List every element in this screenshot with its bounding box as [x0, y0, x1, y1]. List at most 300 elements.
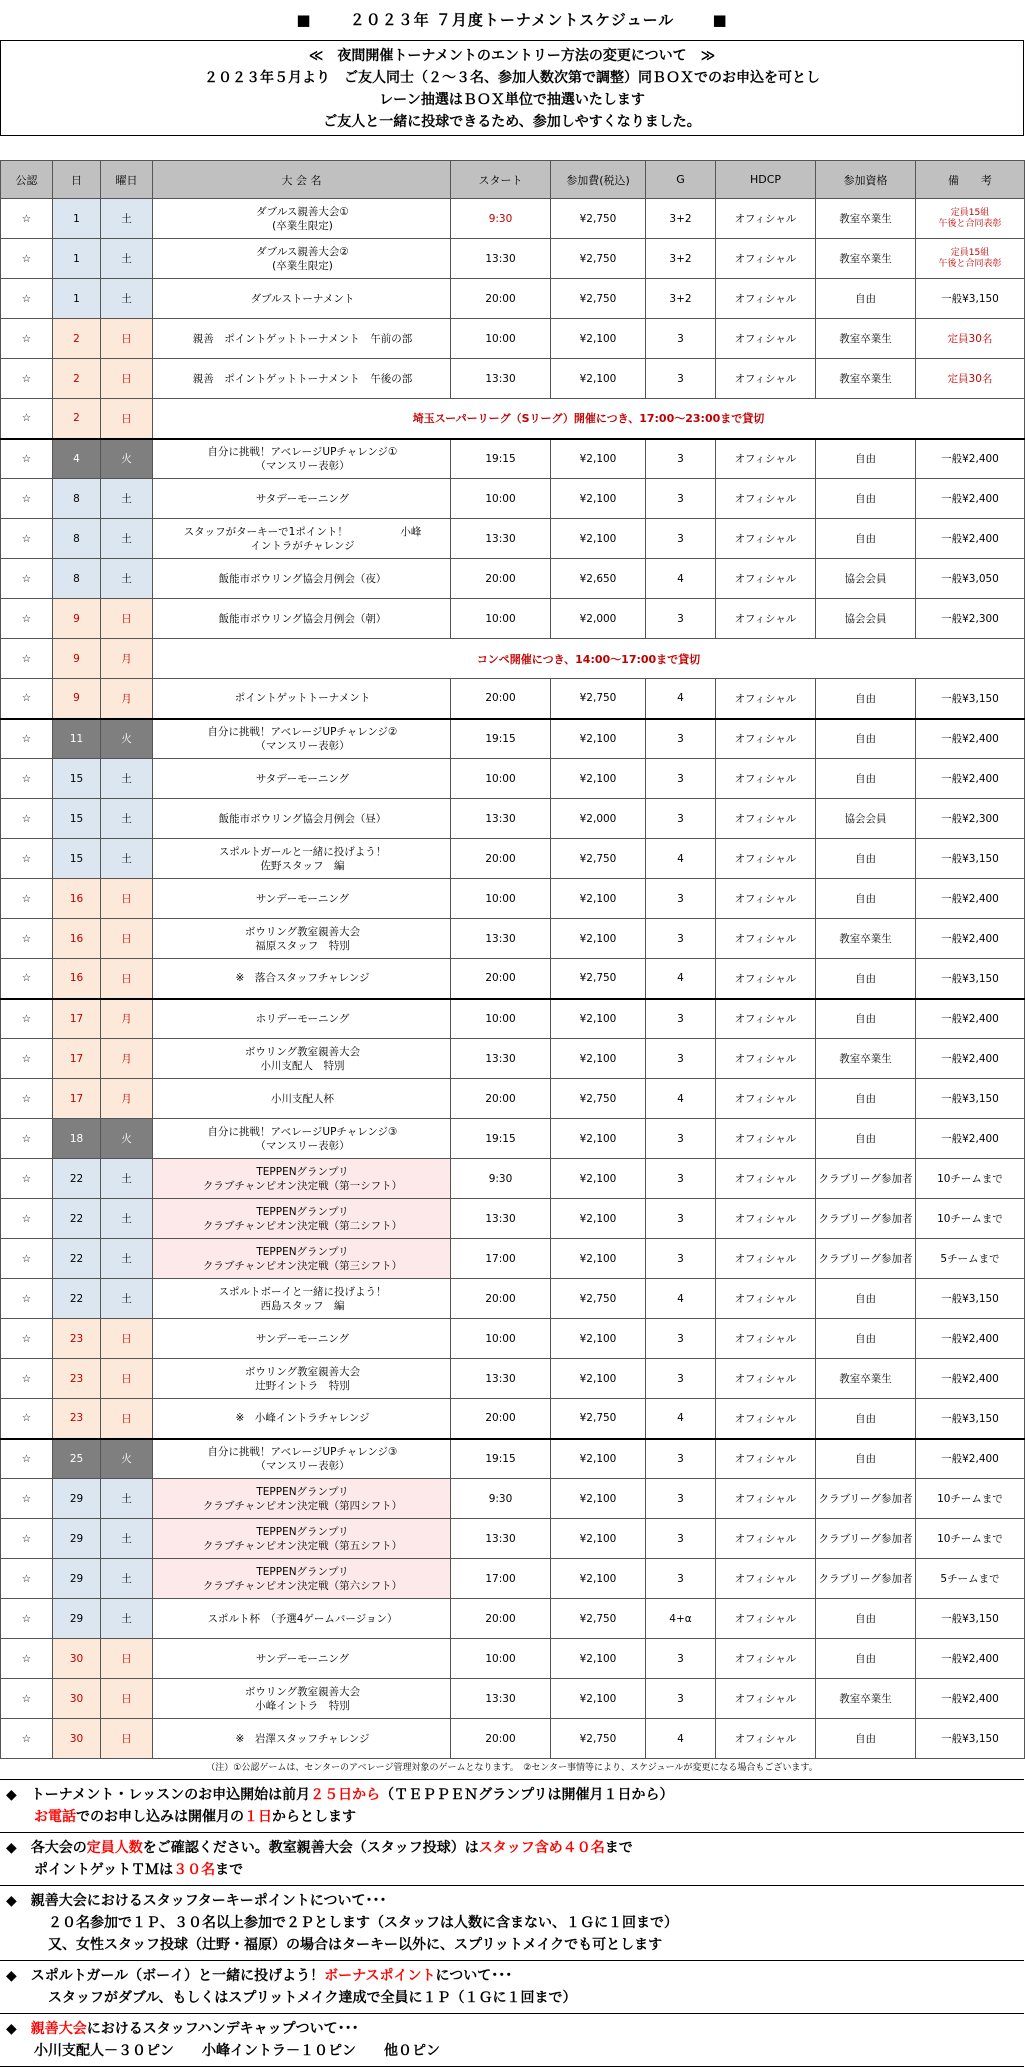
hdcp-cell: オフィシャル [716, 479, 816, 519]
start-time: 13:30 [451, 1359, 551, 1399]
table-row [1, 479, 1025, 519]
remark-cell: 定員15組 午後と合同表彰 [916, 199, 1025, 239]
game-count: 3 [646, 479, 716, 519]
table-row [1, 279, 1025, 319]
table-row [1, 199, 1025, 239]
table-row [1, 1679, 1025, 1719]
table-row [1, 999, 1025, 1039]
game-count: 4 [646, 839, 716, 879]
event-name: TEPPENグランプリ クラブチャンピオン決定戦（第五シフト） [153, 1519, 451, 1559]
game-count: 3+2 [646, 279, 716, 319]
weekday-cell: 土 [101, 839, 153, 879]
entry-fee: ¥2,750 [551, 959, 646, 999]
event-name: 自分に挑戦！アベレージUPチャレンジ① （マンスリー表彰） [153, 439, 451, 479]
remark-cell: 一般¥3,050 [916, 559, 1025, 599]
remark-cell: 一般¥2,400 [916, 759, 1025, 799]
hdcp-cell: オフィシャル [716, 1639, 816, 1679]
official-mark: ☆ [1, 1039, 53, 1079]
official-mark: ☆ [1, 679, 53, 719]
hdcp-cell: オフィシャル [716, 359, 816, 399]
info-item [0, 1780, 1024, 1833]
qualification-cell: 自由 [816, 1079, 916, 1119]
event-name: TEPPENグランプリ クラブチャンピオン決定戦（第四シフト） [153, 1479, 451, 1519]
hdcp-cell: オフィシャル [716, 1479, 816, 1519]
start-time: 20:00 [451, 279, 551, 319]
col-games: G [646, 161, 716, 199]
remark-cell: 一般¥2,400 [916, 1119, 1025, 1159]
day-cell: 8 [53, 479, 101, 519]
table-row [1, 1079, 1025, 1119]
official-mark: ☆ [1, 1159, 53, 1199]
game-count: 3 [646, 359, 716, 399]
info-section [0, 1779, 1024, 2067]
qualification-cell: 自由 [816, 1639, 916, 1679]
start-time: 20:00 [451, 1719, 551, 1759]
info-text: ◆ 各大会の [6, 1840, 87, 1856]
table-row [1, 799, 1025, 839]
table-row [1, 1159, 1025, 1199]
official-mark: ☆ [1, 959, 53, 999]
qualification-cell: 自由 [816, 519, 916, 559]
day-cell: 22 [53, 1279, 101, 1319]
qualification-cell: 自由 [816, 879, 916, 919]
remark-cell: 一般¥2,400 [916, 879, 1025, 919]
qualification-cell: 教室卒業生 [816, 319, 916, 359]
weekday-cell: 土 [101, 199, 153, 239]
day-cell: 4 [53, 439, 101, 479]
info-text: 又、女性スタッフ投球（辻野・福原）の場合はターキー以外に、スプリットメイクでも可とします [6, 1937, 663, 1953]
event-name: 自分に挑戦！アベレージUPチャレンジ③ （マンスリー表彰） [153, 1439, 451, 1479]
hdcp-cell: オフィシャル [716, 1399, 816, 1439]
official-mark: ☆ [1, 1359, 53, 1399]
info-line [6, 1806, 1024, 1828]
table-row [1, 1039, 1025, 1079]
weekday-cell: 土 [101, 1599, 153, 1639]
hdcp-cell: オフィシャル [716, 1559, 816, 1599]
col-remarks: 備 考 [916, 161, 1025, 199]
game-count: 4 [646, 679, 716, 719]
entry-fee: ¥2,750 [551, 679, 646, 719]
weekday-cell: 日 [101, 1719, 153, 1759]
event-name: スポルトガールと一緒に投げよう！ 佐野スタッフ 編 [153, 839, 451, 879]
info-line [6, 1859, 1024, 1881]
start-time: 20:00 [451, 1599, 551, 1639]
info-text: ２０名参加で１Ｐ、３０名以上参加で２Ｐとします（スタッフは人数に含まない、１Ｇに１回まで） [6, 1915, 678, 1931]
event-name: ※ 小峰イントラチャレンジ [153, 1399, 451, 1439]
table-row [1, 1319, 1025, 1359]
hdcp-cell: オフィシャル [716, 759, 816, 799]
hdcp-cell: オフィシャル [716, 839, 816, 879]
event-name: 飯能市ボウリング協会月例会（夜） [153, 559, 451, 599]
day-cell: 8 [53, 519, 101, 559]
day-cell: 29 [53, 1599, 101, 1639]
official-mark: ☆ [1, 319, 53, 359]
hdcp-cell: オフィシャル [716, 439, 816, 479]
weekday-cell: 日 [101, 1359, 153, 1399]
weekday-cell: 火 [101, 1119, 153, 1159]
hdcp-cell: オフィシャル [716, 679, 816, 719]
remark-cell: 10チームまで [916, 1519, 1025, 1559]
footnote: （注）①公認ゲームは、センターのアベレージ管理対象のゲームとなります。 ②センター事情等により、スケジュールが変更になる場合もございます。 [206, 1763, 818, 1773]
hdcp-cell: オフィシャル [716, 519, 816, 559]
info-line [6, 1890, 1024, 1912]
entry-fee: ¥2,100 [551, 999, 646, 1039]
qualification-cell: 自由 [816, 1279, 916, 1319]
table-row [1, 839, 1025, 879]
info-line [6, 1837, 1024, 1859]
qualification-cell: 自由 [816, 479, 916, 519]
remark-cell: 一般¥3,150 [916, 1599, 1025, 1639]
day-cell: 29 [53, 1559, 101, 1599]
info-line [6, 1934, 1024, 1956]
game-count: 3 [646, 919, 716, 959]
day-cell: 11 [53, 719, 101, 759]
qualification-cell: クラブリーグ参加者 [816, 1519, 916, 1559]
day-cell: 18 [53, 1119, 101, 1159]
day-cell: 1 [53, 279, 101, 319]
start-time: 9:30 [451, 199, 551, 239]
event-name: 親善 ポイントゲットトーナメント 午後の部 [153, 359, 451, 399]
weekday-cell: 土 [101, 759, 153, 799]
qualification-cell: 協会会員 [816, 799, 916, 839]
start-time: 13:30 [451, 919, 551, 959]
start-time: 19:15 [451, 1439, 551, 1479]
notice-line: レーン抽選はＢＯＸ単位で抽選いたします [379, 92, 645, 108]
table-row [1, 1519, 1025, 1559]
event-name: ※ 岩澤スタッフチャレンジ [153, 1719, 451, 1759]
day-cell: 23 [53, 1399, 101, 1439]
highlight-text: ３０名 [173, 1862, 216, 1878]
qualification-cell: 自由 [816, 1439, 916, 1479]
remark-cell: 一般¥2,400 [916, 1439, 1025, 1479]
game-count: 3 [646, 1519, 716, 1559]
hdcp-cell: オフィシャル [716, 279, 816, 319]
day-cell: 17 [53, 1079, 101, 1119]
event-name: ポイントゲットトーナメント [153, 679, 451, 719]
hdcp-cell: オフィシャル [716, 1199, 816, 1239]
remark-cell: 一般¥2,400 [916, 1319, 1025, 1359]
day-cell: 9 [53, 639, 101, 679]
info-text: ◆ トーナメント・レッスンのお申込開始は前月 [6, 1787, 311, 1803]
day-cell: 25 [53, 1439, 101, 1479]
entry-fee: ¥2,000 [551, 799, 646, 839]
remark-cell: 一般¥2,400 [916, 439, 1025, 479]
table-row [1, 1559, 1025, 1599]
entry-fee: ¥2,100 [551, 359, 646, 399]
remark-cell: 一般¥3,150 [916, 679, 1025, 719]
day-cell: 22 [53, 1239, 101, 1279]
start-time: 9:30 [451, 1479, 551, 1519]
table-row [1, 1439, 1025, 1479]
entry-fee: ¥2,100 [551, 1119, 646, 1159]
day-cell: 2 [53, 319, 101, 359]
remark-cell: 10チームまで [916, 1199, 1025, 1239]
remark-cell: 5チームまで [916, 1239, 1025, 1279]
remark-cell: 一般¥2,400 [916, 919, 1025, 959]
game-count: 3 [646, 1199, 716, 1239]
info-item [0, 1961, 1024, 2014]
event-name: サンデーモーニング [153, 1639, 451, 1679]
table-row [1, 1639, 1025, 1679]
day-cell: 16 [53, 879, 101, 919]
hdcp-cell: オフィシャル [716, 799, 816, 839]
entry-fee: ¥2,100 [551, 319, 646, 359]
official-mark: ☆ [1, 599, 53, 639]
start-time: 20:00 [451, 559, 551, 599]
day-cell: 9 [53, 679, 101, 719]
weekday-cell: 日 [101, 879, 153, 919]
day-cell: 30 [53, 1679, 101, 1719]
hdcp-cell: オフィシャル [716, 999, 816, 1039]
info-line [6, 2018, 1024, 2040]
remark-cell: 10チームまで [916, 1159, 1025, 1199]
qualification-cell: 自由 [816, 279, 916, 319]
game-count: 3 [646, 1639, 716, 1679]
entry-fee: ¥2,750 [551, 839, 646, 879]
game-count: 3 [646, 1319, 716, 1359]
weekday-cell: 土 [101, 1279, 153, 1319]
info-text: （ＴＥＰＰＥＮグランプリは開催月１日から） [380, 1787, 674, 1803]
hdcp-cell: オフィシャル [716, 919, 816, 959]
col-qualification: 参加資格 [816, 161, 916, 199]
qualification-cell: クラブリーグ参加者 [816, 1159, 916, 1199]
remark-cell: 一般¥3,150 [916, 839, 1025, 879]
game-count: 3+2 [646, 239, 716, 279]
weekday-cell: 火 [101, 439, 153, 479]
hdcp-cell: オフィシャル [716, 1239, 816, 1279]
entry-fee: ¥2,750 [551, 1399, 646, 1439]
entry-change-notice [0, 40, 1024, 136]
remark-cell: 一般¥3,150 [916, 1079, 1025, 1119]
info-text: でのお申し込みは開催月の [76, 1809, 244, 1825]
col-weekday: 曜日 [101, 161, 153, 199]
start-time: 19:15 [451, 439, 551, 479]
official-mark: ☆ [1, 799, 53, 839]
hdcp-cell: オフィシャル [716, 1279, 816, 1319]
col-event: 大 会 名 [153, 161, 451, 199]
game-count: 3 [646, 1439, 716, 1479]
notice-line: ≪ 夜間開催トーナメントのエントリー方法の変更について ≫ [308, 48, 716, 64]
day-cell: 17 [53, 1039, 101, 1079]
entry-fee: ¥2,100 [551, 1639, 646, 1679]
remark-cell: 一般¥2,400 [916, 1679, 1025, 1719]
official-mark: ☆ [1, 1559, 53, 1599]
event-name: 自分に挑戦！アベレージUPチャレンジ② （マンスリー表彰） [153, 719, 451, 759]
hdcp-cell: オフィシャル [716, 559, 816, 599]
official-mark: ☆ [1, 479, 53, 519]
game-count: 3 [646, 1119, 716, 1159]
table-row [1, 1199, 1025, 1239]
table-row [1, 319, 1025, 359]
game-count: 3 [646, 719, 716, 759]
event-name: TEPPENグランプリ クラブチャンピオン決定戦（第三シフト） [153, 1239, 451, 1279]
start-time: 10:00 [451, 319, 551, 359]
official-mark: ☆ [1, 1239, 53, 1279]
reservation-notice: 埼玉スーパーリーグ（Sリーグ）開催につき、17:00～23:00まで貸切 [153, 399, 1025, 439]
highlight-text: 定員人数 [86, 1840, 143, 1856]
event-name: TEPPENグランプリ クラブチャンピオン決定戦（第一シフト） [153, 1159, 451, 1199]
info-text: について･･･ [435, 1968, 513, 1984]
hdcp-cell: オフィシャル [716, 1359, 816, 1399]
start-time: 10:00 [451, 759, 551, 799]
official-mark: ☆ [1, 199, 53, 239]
entry-fee: ¥2,100 [551, 1559, 646, 1599]
remark-cell: 一般¥2,400 [916, 719, 1025, 759]
start-time: 10:00 [451, 879, 551, 919]
info-item [0, 2014, 1024, 2067]
remark-cell: 一般¥2,400 [916, 1039, 1025, 1079]
hdcp-cell: オフィシャル [716, 1079, 816, 1119]
day-cell: 2 [53, 359, 101, 399]
event-name: 飯能市ボウリング協会月例会（昼） [153, 799, 451, 839]
table-row [1, 359, 1025, 399]
info-text: まで [604, 1840, 633, 1856]
start-time: 10:00 [451, 999, 551, 1039]
game-count: 3 [646, 439, 716, 479]
remark-cell: 一般¥3,150 [916, 1719, 1025, 1759]
weekday-cell: 土 [101, 1239, 153, 1279]
weekday-cell: 土 [101, 799, 153, 839]
info-line [6, 1965, 1024, 1987]
game-count: 4 [646, 559, 716, 599]
col-hdcp: HDCP [716, 161, 816, 199]
official-mark: ☆ [1, 1479, 53, 1519]
day-cell: 23 [53, 1319, 101, 1359]
event-name: 飯能市ボウリング協会月例会（朝） [153, 599, 451, 639]
highlight-text: 親善大会 [30, 2021, 87, 2037]
schedule-table [0, 160, 1025, 1759]
table-row [1, 599, 1025, 639]
start-time: 13:30 [451, 799, 551, 839]
entry-fee: ¥2,100 [551, 1199, 646, 1239]
hdcp-cell: オフィシャル [716, 959, 816, 999]
hdcp-cell: オフィシャル [716, 1439, 816, 1479]
start-time: 10:00 [451, 599, 551, 639]
weekday-cell: 日 [101, 1319, 153, 1359]
official-mark: ☆ [1, 559, 53, 599]
weekday-cell: 月 [101, 679, 153, 719]
weekday-cell: 月 [101, 639, 153, 679]
remark-cell: 一般¥2,400 [916, 1639, 1025, 1679]
official-mark: ☆ [1, 1399, 53, 1439]
start-time: 13:30 [451, 1039, 551, 1079]
weekday-cell: 日 [101, 1639, 153, 1679]
entry-fee: ¥2,100 [551, 1519, 646, 1559]
table-row [1, 1479, 1025, 1519]
game-count: 4 [646, 1719, 716, 1759]
hdcp-cell: オフィシャル [716, 1519, 816, 1559]
weekday-cell: 土 [101, 1519, 153, 1559]
start-time: 20:00 [451, 679, 551, 719]
start-time: 10:00 [451, 1639, 551, 1679]
entry-fee: ¥2,100 [551, 519, 646, 559]
start-time: 20:00 [451, 839, 551, 879]
weekday-cell: 土 [101, 519, 153, 559]
qualification-cell: 自由 [816, 1719, 916, 1759]
official-mark: ☆ [1, 1639, 53, 1679]
game-count: 3 [646, 1359, 716, 1399]
official-mark: ☆ [1, 1679, 53, 1719]
start-time: 13:30 [451, 359, 551, 399]
day-cell: 22 [53, 1199, 101, 1239]
qualification-cell: 自由 [816, 679, 916, 719]
game-count: 3 [646, 1479, 716, 1519]
entry-fee: ¥2,100 [551, 479, 646, 519]
day-cell: 16 [53, 959, 101, 999]
qualification-cell: 自由 [816, 839, 916, 879]
official-mark: ☆ [1, 1079, 53, 1119]
table-row [1, 959, 1025, 999]
day-cell: 17 [53, 999, 101, 1039]
hdcp-cell: オフィシャル [716, 239, 816, 279]
weekday-cell: 土 [101, 559, 153, 599]
official-mark: ☆ [1, 1439, 53, 1479]
info-text: まで [215, 1862, 244, 1878]
game-count: 3 [646, 1039, 716, 1079]
qualification-cell: クラブリーグ参加者 [816, 1239, 916, 1279]
day-cell: 15 [53, 839, 101, 879]
start-time: 17:00 [451, 1559, 551, 1599]
remark-cell: 一般¥2,300 [916, 599, 1025, 639]
table-row [1, 1599, 1025, 1639]
notice-line: ご友人と一緒に投球できるため、参加しやすくなりました。 [323, 114, 701, 130]
info-line [6, 2040, 1024, 2062]
official-mark: ☆ [1, 1319, 53, 1359]
event-name: サタデーモーニング [153, 759, 451, 799]
header-row [1, 161, 1025, 199]
game-count: 4 [646, 959, 716, 999]
qualification-cell: クラブリーグ参加者 [816, 1559, 916, 1599]
weekday-cell: 日 [101, 1679, 153, 1719]
info-line [6, 1784, 1024, 1806]
event-name: ダブルストーナメント [153, 279, 451, 319]
table-row [1, 719, 1025, 759]
hdcp-cell: オフィシャル [716, 1599, 816, 1639]
hdcp-cell: オフィシャル [716, 319, 816, 359]
event-name: ボウリング教室親善大会 小峰イントラ 特別 [153, 1679, 451, 1719]
weekday-cell: 日 [101, 399, 153, 439]
highlight-text: お電話 [34, 1809, 76, 1825]
qualification-cell: 教室卒業生 [816, 1679, 916, 1719]
game-count: 3 [646, 1239, 716, 1279]
weekday-cell: 土 [101, 479, 153, 519]
table-row [1, 1119, 1025, 1159]
game-count: 3 [646, 799, 716, 839]
entry-fee: ¥2,100 [551, 759, 646, 799]
info-text: からとします [272, 1809, 356, 1825]
entry-fee: ¥2,750 [551, 199, 646, 239]
entry-fee: ¥2,100 [551, 879, 646, 919]
page-title: ■ ２０２３年 ７月度トーナメントスケジュール ■ [296, 11, 728, 29]
start-time: 13:30 [451, 1519, 551, 1559]
event-name: TEPPENグランプリ クラブチャンピオン決定戦（第六シフト） [153, 1559, 451, 1599]
hdcp-cell: オフィシャル [716, 1159, 816, 1199]
event-name: ※ 落合スタッフチャレンジ [153, 959, 451, 999]
day-cell: 15 [53, 759, 101, 799]
day-cell: 2 [53, 399, 101, 439]
info-item [0, 1833, 1024, 1886]
hdcp-cell: オフィシャル [716, 599, 816, 639]
day-cell: 30 [53, 1719, 101, 1759]
official-mark: ☆ [1, 719, 53, 759]
info-line [6, 1987, 1024, 2009]
weekday-cell: 日 [101, 319, 153, 359]
qualification-cell: 教室卒業生 [816, 1039, 916, 1079]
day-cell: 8 [53, 559, 101, 599]
official-mark: ☆ [1, 919, 53, 959]
entry-fee: ¥2,100 [551, 1239, 646, 1279]
start-time: 13:30 [451, 239, 551, 279]
